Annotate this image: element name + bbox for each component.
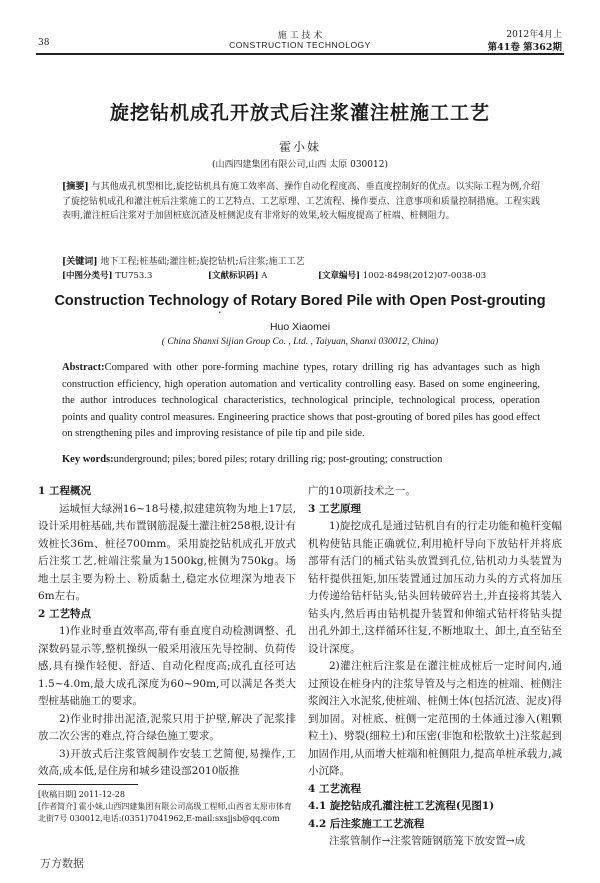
article-no-field <box>318 270 486 284</box>
abstract-label: [摘要] <box>62 182 89 192</box>
article-title-en: Construction Technology of Rotary Bored Pile with Open Post-grouting <box>54 293 546 309</box>
keywords-en-block <box>62 452 540 469</box>
article-title-cn: 旋挖钻机成孔开放式后注浆灌注桩施工工艺 <box>109 102 490 124</box>
right-column <box>308 483 562 851</box>
abstract-en: Compared with other pore-forming machine types, rotary drilling rig has advantages such as high construction efficiency, high operation automation and verticality controlling easy. Based on some engineering, the author introduces technological characteristics, technological principle, technological process, operation points and quality control measures. Engineering practice shows that post-grouting of bored piles has good effect on strengthening piles and improving resistance of pile tip and pile side. <box>62 362 540 439</box>
affiliation-en: ( China Shanxi Sijian Group Co. , Ltd. , Taiyuan, Shanxi 030012, China) <box>161 337 439 347</box>
keywords-label: [关键词] <box>62 257 98 267</box>
footnote <box>38 789 296 825</box>
affiliation-cn: (山西四建集团有限公司,山西 太原 030012) <box>212 160 388 170</box>
section-2-heading: 2 工艺特点 <box>38 607 91 620</box>
author-en: Huo Xiaomei <box>269 321 331 333</box>
doc-code-value: A <box>261 271 268 281</box>
issue-date: 2012年4月上 <box>506 30 562 40</box>
wanfang-watermark: 万方数据 <box>40 857 84 870</box>
section-4-1: 4.1 旋挖钻成孔灌注桩工艺流程(见图1) <box>308 800 495 812</box>
section-2-continuation: 广的10项新技术之一。 <box>308 485 416 497</box>
volume-issue: 第41卷 第362期 <box>487 42 562 53</box>
author-cn: 霍小妹 <box>278 140 321 154</box>
abstract-cn-block <box>62 180 540 224</box>
clc-value: TU753.3 <box>115 271 153 281</box>
page-number: 38 <box>38 38 50 48</box>
doc-code-label: [文献标识码] <box>208 271 259 281</box>
section-2-item-3: 3)开放式后注浆管阀制作安装工艺简便,易操作,工效高,成本低,是住房和城乡建设部2010版推 <box>38 747 296 777</box>
section-4-2-text: 注浆管制作→注浆管随钢筋笼下放安置→成 <box>329 835 526 847</box>
article-no-label: [文章编号] <box>318 271 361 281</box>
keywords-en-label: Key words: <box>62 454 114 465</box>
clc-label: [中图分类号] <box>62 271 113 281</box>
journal-name-cn: 施 工 技 术 <box>277 31 323 41</box>
abstract-en-label: Abstract: <box>62 362 105 373</box>
section-4-heading: 4 工艺流程 <box>308 782 361 795</box>
scan-dot: · <box>218 306 222 319</box>
clc-field <box>62 270 152 284</box>
abstract-cn: 与其他成孔机型相比,旋挖钻机具有施工效率高、操作自动化程度高、垂直度控制好的优点。以实际工程为例,介绍了旋挖钻机成孔和灌注桩后注浆施工的工艺特点、工艺原理、工艺流程、操作要点、注意事项和质量控制措施。工程实践表明,灌注桩后注浆对于加固桩底沉渣及桩侧泥皮有非常好的效果,较大幅度提高了桩端、桩侧阻力。 <box>62 182 540 221</box>
footnote-rule <box>38 784 138 785</box>
section-1-heading: 1 工程概况 <box>38 485 91 497</box>
keywords-cn: 地下工程;桩基础;灌注桩;旋挖钻机;后注浆;施工工艺 <box>100 257 305 267</box>
section-2-item-1: 1)作业时垂直效率高,带有垂直度自动检测调整、孔深数码显示等,整机操纵一般采用液压先导控制、负荷传感,具有操作轻便、舒适、自动化程度高;成孔直径可达1.5~4.0m,最大成孔深度为60~90m,可以满足各类大型桩基础施工的要求。 <box>38 625 296 707</box>
header-rule <box>36 53 564 55</box>
section-3-heading: 3 工艺原理 <box>308 502 361 515</box>
author-introduction: [作者简介] 霍小妹,山西四建集团有限公司高级工程师,山西省太原市体育北街7号 030012,电话:(0351)7041962,E-mail:sxsjjsb@qq.com <box>38 802 292 823</box>
journal-name-en: CONSTRUCTION TECHNOLOGY <box>229 40 371 50</box>
keywords-en: underground; piles; bored piles; rotary drilling rig; post-grouting; construction <box>113 454 443 465</box>
section-4-2: 4.2 后注浆施工工艺流程 <box>308 817 425 830</box>
abstract-en-block <box>62 360 540 443</box>
section-2-item-2: 2)作业时排出泥渣,泥浆只用于护壁,解决了泥浆排放二次公害的难点,符合绿色施工要求。 <box>38 712 296 742</box>
section-3-item-2: 2)灌注桩后注浆是在灌注桩成桩后一定时间内,通过预设在桩身内的注浆导管及与之相连的桩端、桩侧注浆阀注入水泥浆,使桩端、桩侧土体(包括沉渣、泥皮)得到加固。对桩底、桩侧一定范围的土体通过渗入(粗颗粒土)、劈裂(细粒土)和压密(非饱和松散软土)注浆起到加固作用,从而增大桩端和桩侧阻力,提高单桩承载力,减小沉降。 <box>308 660 562 777</box>
article-no-value: 1002-8498(2012)07-0038-03 <box>362 271 487 281</box>
section-3-item-1: 1)旋挖成孔是通过钻机自有的行走功能和桅杆变幅机构使钻具能正确就位,利用桅杆导向下放钻杆并将底部带有活门的桶式钻头放置到孔位,钻机动力头装置为钻杆提供扭矩,加压装置通过加压动力头的方式将加压力传递给钻杆钻头,钻头回转破碎岩土,并直接将其装入钻头内,然后再由钻机提升装置和伸缩式钻杆将钻头提出孔外卸土,这样循环往复,不断地取土、卸土,直至钻至设计深度。 <box>308 520 562 655</box>
left-column <box>38 483 296 781</box>
doc-code-field <box>208 270 267 284</box>
received-date: [收稿日期] 2011-12-28 <box>38 790 125 799</box>
keywords-cn-block <box>62 255 540 270</box>
section-1-text: 运城恒大绿洲16~18号楼,拟建建筑物为地上17层,设计采用桩基础,共布置钢筋混凝土灌注桩258根,设计有效桩长36m、桩径700mm。采用旋挖钻机成孔开放式后注浆工艺,桩端注浆量为1500kg,桩侧为750kg。场地土层主要为粉土、粉质黏土,稳定水位埋深为地表下6m左右。 <box>38 502 296 602</box>
